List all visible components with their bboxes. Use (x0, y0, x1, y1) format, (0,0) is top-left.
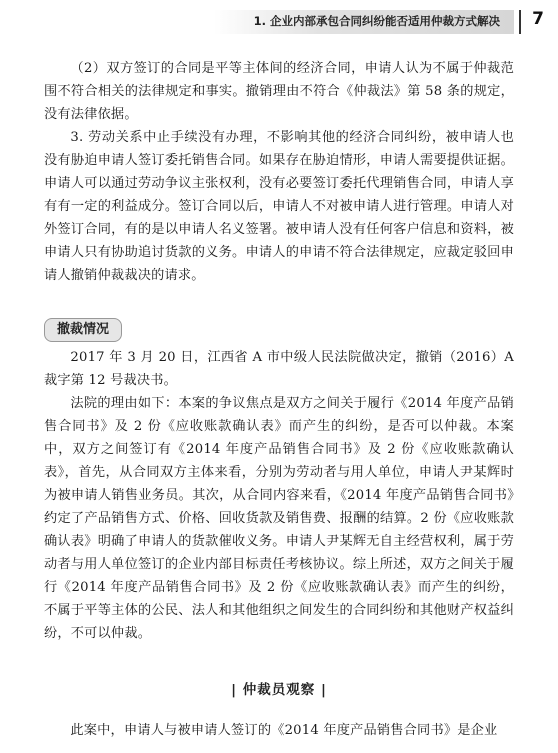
body-text-bottom (44, 719, 514, 742)
paragraph: 此案中，申请人与被申请人签订的《2014 年度产品销售合同书》是企业 (70, 723, 498, 738)
header-separator (519, 10, 521, 34)
running-header (0, 0, 558, 44)
page-number: 7 (532, 9, 544, 29)
body-text-ruling (44, 346, 514, 645)
section-label: 撤裁情况 (44, 318, 122, 342)
paragraph: 3. 劳动关系中止手续没有办理，不影响其他的经济合同纠纷，被申请人也没有胁迫申请人签订委托销售合同。如果存在胁迫情形，申请人需要提供证据。申请人可以通过劳动争议主张权利，没有必要签订委托代理销售合同，申请人享有有一定的利益成分。签订合同以后，申请人不对被申请人进行管理。申请人对外签订合同，有的是以申请人名义签署。被申请人没有任何客户信息和资料，被申请人只有协助追讨货款的义务。申请人的申请不符合法律规定，应裁定驳回申请人撤销仲裁裁决的请求。 (44, 130, 514, 283)
paragraph: （2）双方签订的合同是平等主体间的经济合同，申请人认为不属于仲裁范围不符合相关的法律规定和事实。撤销理由不符合《仲裁法》第 58 条的规定，没有法律依据。 (44, 61, 514, 122)
paragraph: 2017 年 3 月 20 日，江西省 A 市中级人民法院做决定，撤销（2016）A 裁字第 12 号裁决书。 (44, 350, 514, 388)
subheading: | 仲裁员观察 | (231, 682, 327, 698)
paragraph: 法院的理由如下：本案的争议焦点是双方之间关于履行《2014 年度产品销售合同书》及 2 份《应收账款确认表》而产生的纠纷，是否可以仲裁。本案中，双方之间签订有《2014 年度产品销售合同书》及 2 份《应收账款确认表》，首先，从合同双方主体来看，分别为劳动者与用人单位，申请人尹某辉时为被申请人销售业务员。其次，从合同内容来看，《2014 年度产品销售合同书》约定了产品销售方式、价格、回收货款及销售费、报酬的结算。2 份《应收账款确认表》明确了申请人的货款催收义务。申请人尹某辉无自主经营权利，属于劳动者与用人单位签订的企业内部目标责任考核协议。综上所述，双方之间关于履行《2014 年度产品销售合同书》及 2 份《应收账款确认表》而产生的纠纷，不属于平等主体的公民、法人和其他组织之间发生的合同纠纷和其他财产权益纠纷，不可以仲裁。 (44, 396, 514, 641)
chapter-title: 1. 企业内部承包合同纠纷能否适用仲裁方式解决 (253, 14, 500, 28)
body-text-top (44, 57, 514, 287)
